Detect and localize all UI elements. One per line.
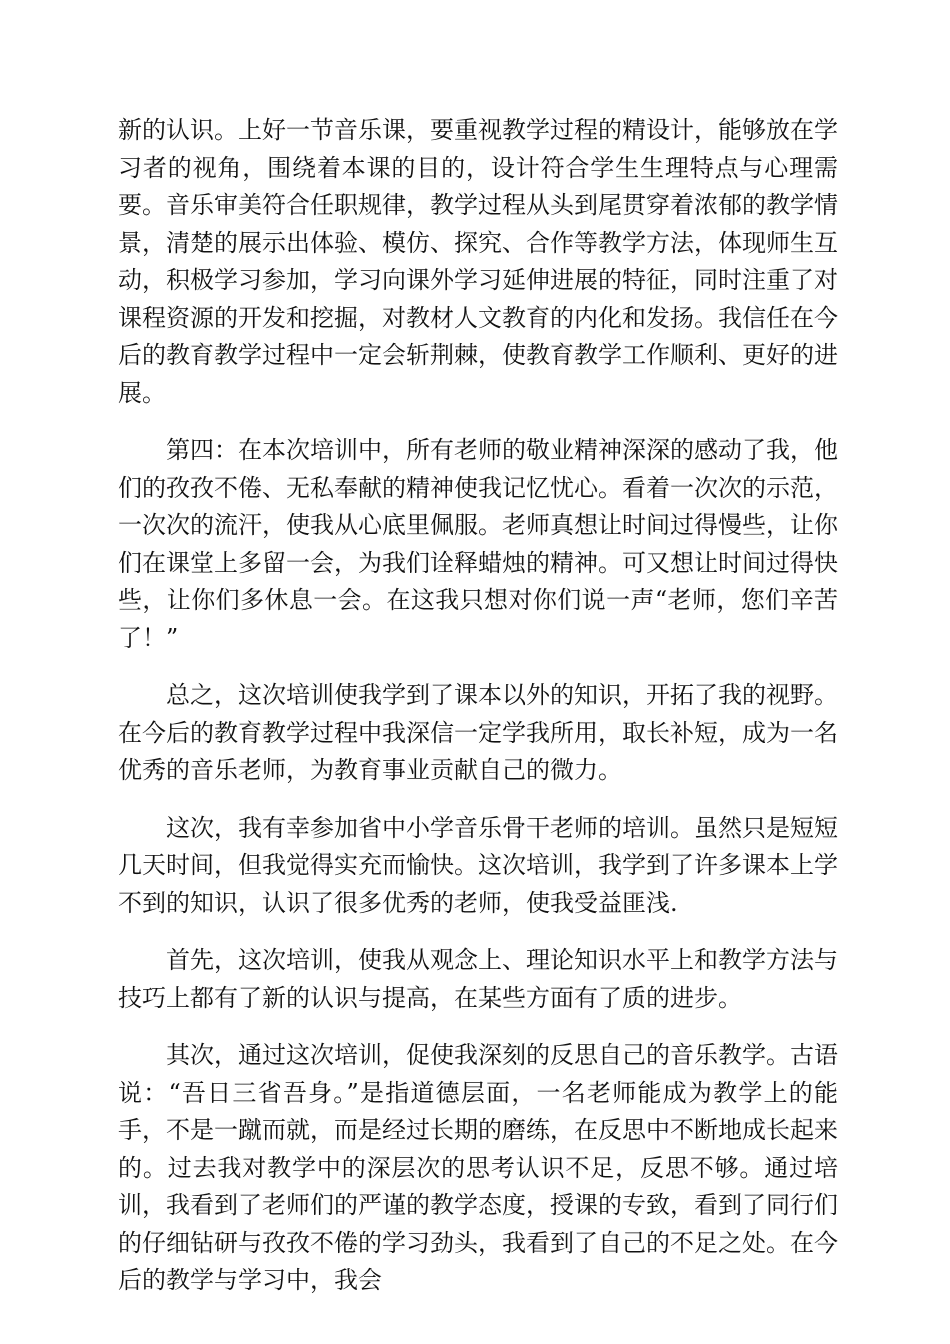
paragraph-fourth-point: 第四：在本次培训中，所有老师的敬业精神深深的感动了我，他们的孜孜不倦、无私奉献的精神使我记忆忧心。看着一次次的示范，一次次的流汗，使我从心底里佩服。老师真想让时间过得慢些，让你们在课堂上多留一会，为我们诠释蜡烛的精神。可又想让时间过得快些，让你们多休息一会。在这我只想对你们说一声“老师，您们辛苦了！” [118,436,838,652]
paragraph-second-point: 其次，通过这次培训，促使我深刻的反思自己的音乐教学。古语说：“吾日三省吾身。”是指道德层面，一名老师能成为教学上的能手，不是一蹴而就，而是经过长期的磨练，在反思中不断地成长起来的。过去我对教学中的深层次的思考认识不足，反思不够。通过培训，我看到了老师们的严谨的教学态度，授课的专致，看到了同行们的仔细钻研与孜孜不倦的学习劲头，我看到了自己的不足之处。在今后的教学与学习中，我会 [118,1041,838,1294]
paragraph-continuation: 新的认识。上好一节音乐课，要重视教学过程的精设计，能够放在学习者的视角，围绕着本课的目的，设计符合学生生理特点与心理需要。音乐审美符合任职规律，教学过程从头到尾贯穿着浓郁的教学情景，清楚的展示出体验、模仿、探究、合作等教学方法，体现师生互动，积极学习参加，学习向课外学习延伸进展的特征，同时注重了对课程资源的开发和挖掘，对教材人文教育的内化和发扬。我信任在今后的教育教学过程中一定会斩荆棘，使教育教学工作顺利、更好的进展。 [118,116,838,407]
paragraph-training-intro: 这次，我有幸参加省中小学音乐骨干老师的培训。虽然只是短短几天时间，但我觉得实充而愉快。这次培训，我学到了许多课本上学不到的知识，认识了很多优秀的老师，使我受益匪浅. [118,813,838,917]
paragraph-first-point: 首先，这次培训，使我从观念上、理论知识水平上和教学方法与技巧上都有了新的认识与提高，在某些方面有了质的进步。 [118,946,838,1012]
document-body [118,112,838,1320]
paragraph-summary: 总之，这次培训使我学到了课本以外的知识，开拓了我的视野。在今后的教育教学过程中我深信一定学我所用，取长补短，成为一名优秀的音乐老师，为教育事业贡献自己的微力。 [118,681,838,784]
